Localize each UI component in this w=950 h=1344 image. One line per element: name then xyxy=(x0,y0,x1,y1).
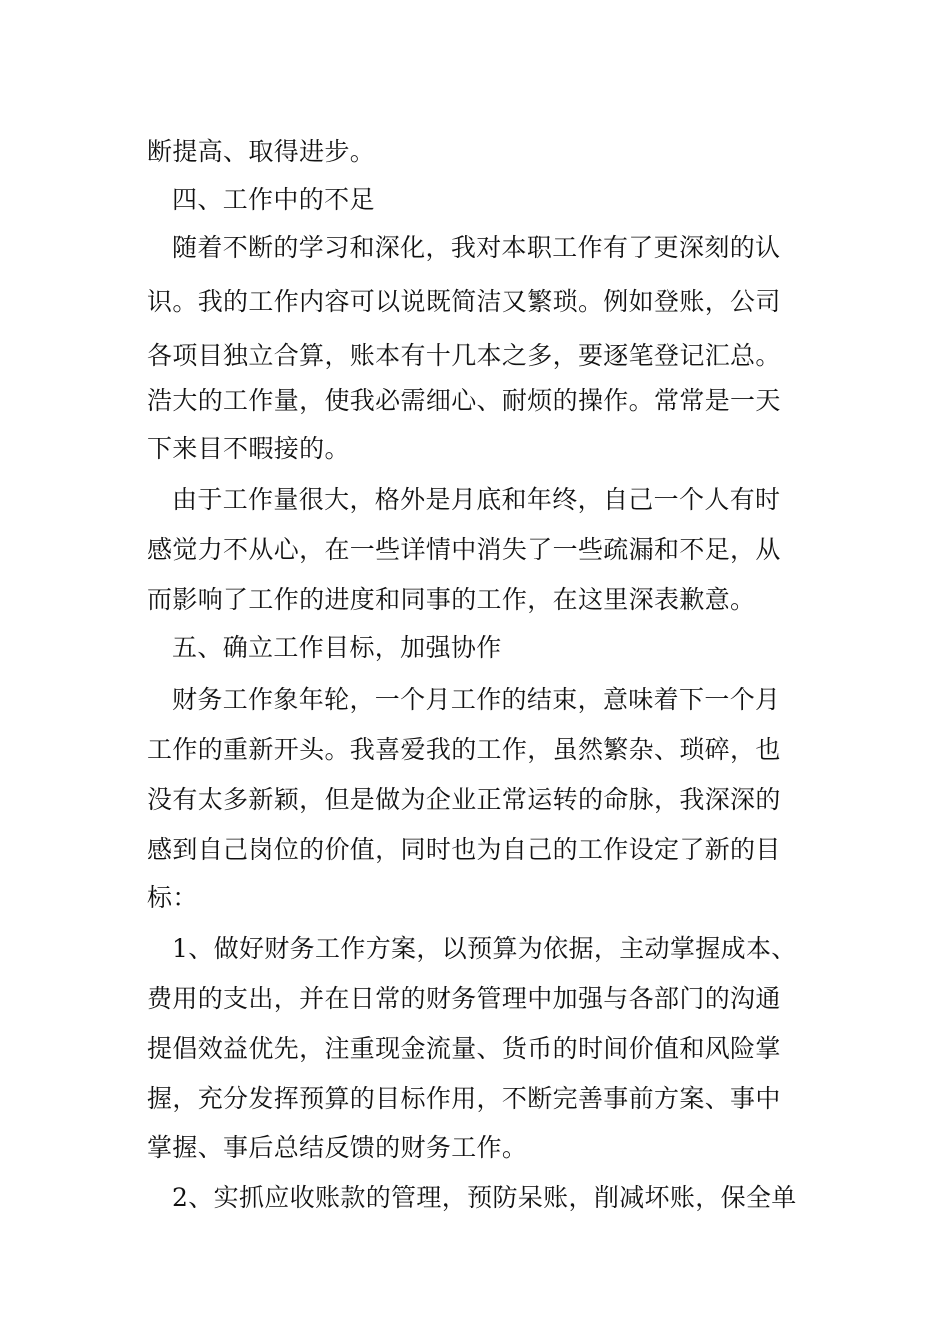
text-line: 浩大的工作量，使我必需细心、耐烦的操作。常常是一天 xyxy=(147,386,781,415)
list-item-text: 1、做好财务工作方案，以预算为依据，主动掌握成本、 xyxy=(172,934,797,963)
text-line: 感到自己岗位的价值，同时也为自己的工作设定了新的目 xyxy=(147,835,781,864)
text-line: 各项目独立合算，账本有十几本之多，要逐笔登记汇总。 xyxy=(147,341,781,370)
text-line: 而影响了工作的进度和同事的工作，在这里深表歉意。 xyxy=(147,585,756,614)
text-line: 提倡效益优先，注重现金流量、货币的时间价值和风险掌 xyxy=(147,1034,781,1063)
text-line: 随着不断的学习和深化，我对本职工作有了更深刻的认 xyxy=(172,233,781,262)
text-line: 识。我的工作内容可以说既简洁又繁琐。例如登账，公司 xyxy=(147,287,781,316)
text-line: 工作的重新开头。我喜爱我的工作，虽然繁杂、琐碎，也 xyxy=(147,735,781,764)
section-heading: 四、工作中的不足 xyxy=(172,185,375,214)
section-heading: 五、确立工作目标，加强协作 xyxy=(172,633,502,662)
text-line: 断提高、取得进步。 xyxy=(147,137,376,166)
text-line: 握，充分发挥预算的目标作用，不断完善事前方案、事中 xyxy=(147,1084,781,1113)
text-line: 下来目不暇接的。 xyxy=(147,434,350,463)
text-line: 掌握、事后总结反馈的财务工作。 xyxy=(147,1133,528,1162)
text-line: 费用的支出，并在日常的财务管理中加强与各部门的沟通 xyxy=(147,984,781,1013)
text-line: 标： xyxy=(147,883,198,912)
list-item-text: 2、实抓应收账款的管理，预防呆账，削减坏账，保全单 xyxy=(172,1183,797,1212)
text-line: 财务工作象年轮，一个月工作的结束，意味着下一个月 xyxy=(172,685,781,714)
text-line: 感觉力不从心，在一些详情中消失了一些疏漏和不足，从 xyxy=(147,535,781,564)
text-line: 没有太多新颖，但是做为企业正常运转的命脉，我深深的 xyxy=(147,785,781,814)
text-line: 由于工作量很大，格外是月底和年终，自己一个人有时 xyxy=(172,485,781,514)
